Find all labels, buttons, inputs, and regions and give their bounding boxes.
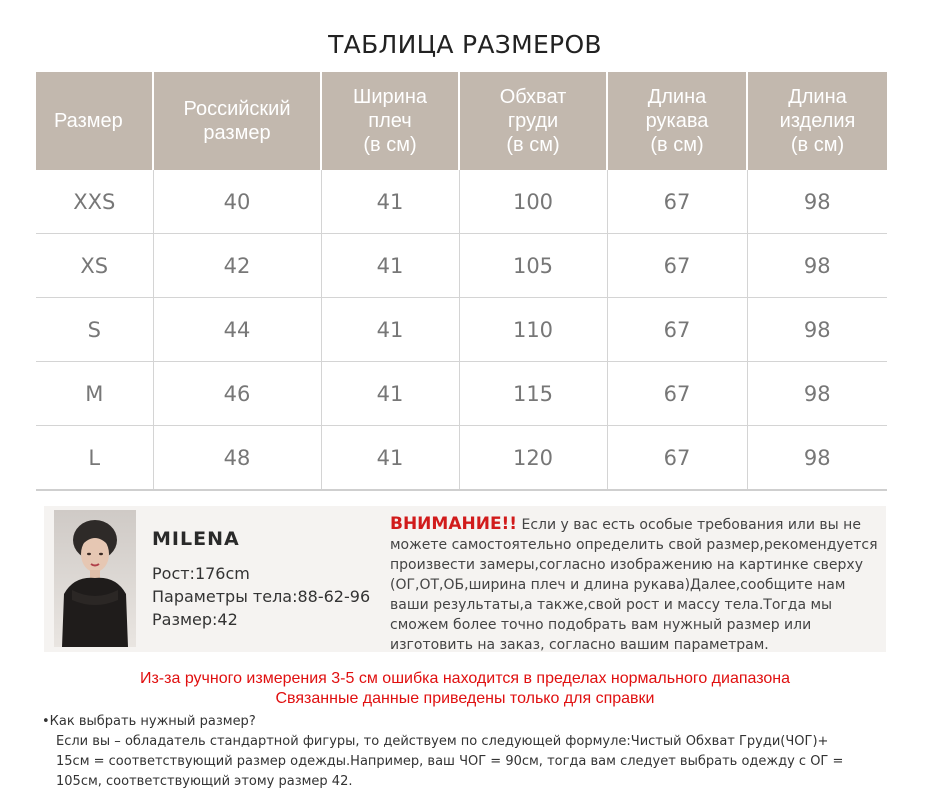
table-cell: S: [36, 298, 153, 362]
model-name: MILENA: [152, 528, 240, 550]
table-cell: 42: [153, 234, 321, 298]
size-table: [36, 72, 887, 491]
table-cell: XS: [36, 234, 153, 298]
table-cell: 98: [747, 426, 887, 491]
table-cell: 67: [607, 362, 747, 426]
header-shoulder-width: Ширина плеч (в см): [321, 72, 459, 170]
table-cell: 110: [459, 298, 607, 362]
header-russian-size: Российский размер: [153, 72, 321, 170]
table-cell: 67: [607, 298, 747, 362]
table-cell: M: [36, 362, 153, 426]
table-header-row: [36, 72, 887, 170]
table-cell: 41: [321, 426, 459, 491]
header-item-length: Длина изделия (в см): [747, 72, 887, 170]
model-photo-illustration: [54, 510, 136, 647]
model-height: Рост:176cm: [152, 564, 250, 583]
attention-label: ВНИМАНИЕ!!: [390, 514, 518, 534]
table-cell: 41: [321, 362, 459, 426]
table-row: [36, 170, 887, 234]
table-cell: 41: [321, 298, 459, 362]
table-cell: 40: [153, 170, 321, 234]
header-sleeve-length: Длина рукава (в см): [607, 72, 747, 170]
table-cell: 67: [607, 170, 747, 234]
table-row: [36, 426, 887, 491]
table-cell: 115: [459, 362, 607, 426]
model-info-box: [44, 506, 886, 652]
measurement-error-note: Из-за ручного измерения 3-5 см ошибка находится в пределах нормального диапазона: [139, 670, 791, 687]
table-cell: 98: [747, 170, 887, 234]
table-cell: L: [36, 426, 153, 491]
reference-only-note: Связанные данные приведены только для справки: [275, 690, 655, 707]
table-cell: 48: [153, 426, 321, 491]
table-cell: 46: [153, 362, 321, 426]
table-cell: 41: [321, 170, 459, 234]
table-row: [36, 362, 887, 426]
table-cell: 44: [153, 298, 321, 362]
table-cell: 120: [459, 426, 607, 491]
how-to-choose-section: [42, 712, 892, 792]
table-cell: 67: [607, 234, 747, 298]
header-size: Размер: [36, 72, 153, 170]
table-cell: 67: [607, 426, 747, 491]
attention-text: Если у вас есть особые требования или вы не можете самостоятельно определить свой размер,рекомендуется произвести замеры,согласно изображению на картинке сверху (ОГ,ОТ,ОБ,ширина плеч и длина рукава)Далее,сообщите нам ваши результаты,а также,свой рост и массу тела.Тогда мы сможем более точно подобрать вам нужный размер или изготовить на заказ, согласно вашим параметрам.: [390, 517, 878, 653]
table-cell: 100: [459, 170, 607, 234]
model-photo: [54, 510, 136, 647]
table-cell: 105: [459, 234, 607, 298]
table-cell: XXS: [36, 170, 153, 234]
table-cell: 41: [321, 234, 459, 298]
table-cell: 98: [747, 362, 887, 426]
header-chest: Обхват груди (в см): [459, 72, 607, 170]
table-cell: 98: [747, 234, 887, 298]
model-body-params: Параметры тела:88-62-96: [152, 587, 371, 606]
attention-notice: [390, 514, 880, 655]
model-size: Размер:42: [152, 610, 238, 629]
page-title: ТАБЛИЦА РАЗМЕРОВ: [328, 30, 602, 59]
how-to-choose-answer: Если вы – обладатель стандартной фигуры, то действуем по следующей формуле:Чистый Обхват Груди(ЧОГ)+ 15см = соответствующий размер одежды.Например, ваш ЧОГ = 90см, тогда вам следует выбрать одежду с ОГ = 105см, соответствующий этому размер 42.: [56, 734, 844, 789]
table-row: [36, 298, 887, 362]
table-row: [36, 234, 887, 298]
how-to-choose-question: •Как выбрать нужный размер?: [42, 714, 256, 729]
table-cell: 98: [747, 298, 887, 362]
